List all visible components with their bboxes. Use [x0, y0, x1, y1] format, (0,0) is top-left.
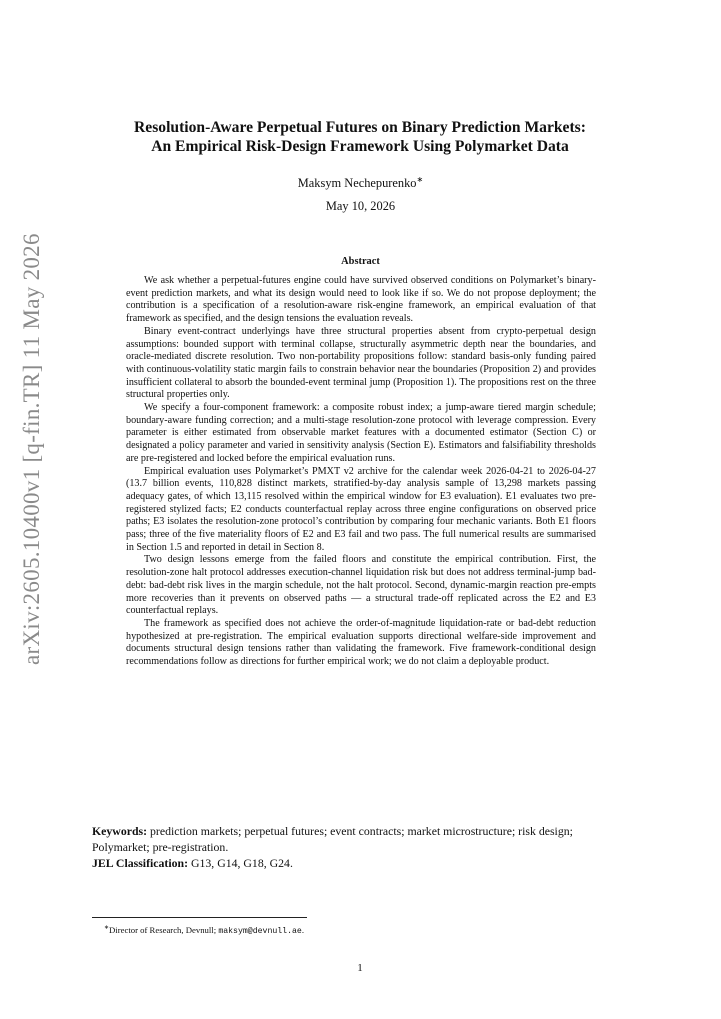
abstract-paragraph: Empirical evaluation uses Polymarket’s PMXT v2 archive for the calendar week 2026-04-21 to 2026-04-27 (13.7 billion events, 110,828 distinct markets, stratified-by-day analysis sample of 13,298 markets passing adequacy gates, of which 13,115 resolved within the empirical window for E3 evaluation). E1 evaluates two pre-registered stylized facts; E2 conducts counterfactual replay across three engine configurations on observed price paths; E3 isolates the resolution-zone protocol’s contribution by comparing four mechanic variants. Both E1 floors pass; three of the five materiality floors of E2 and E3 fail and two pass. The full numerical results are summarised in Section 1.5 and reported in detail in Section 8. [126, 465, 596, 553]
abstract-paragraph: Two design lessons emerge from the failed floors and constitute the empirical contribution. First, the resolution-zone halt protocol addresses execution-channel liquidation risk but does not address terminal-jump bad-debt: bad-debt risk lives in the margin schedule, not the halt protocol. Second, dynamic-margin reaction pre-empts more recoveries than it prevents on observed paths — a structural trade-off replicated across the E2 and E3 counterfactual replays. [126, 554, 596, 617]
author-text: Maksym Nechepurenko [297, 176, 417, 191]
keywords-text: prediction markets; perpetual futures; event contracts; market microstructure; risk design; Polymarket; pre-registration. [92, 824, 573, 854]
footnote-tail: . [301, 924, 305, 935]
footnote-text: Director of Research, Devnull; [109, 924, 219, 935]
arxiv-identifier-stamp: arXiv:2605.10400v1 [q-fin.TR] 11 May 2026 [19, 233, 44, 665]
abstract-paragraph: We specify a four-component framework: a composite robust index; a jump-aware tiered margin schedule; boundary-aware funding correction; and a multi-stage resolution-zone protocol with leverage compression. Every parameter is either estimated from observable market features with a documented estimator (Section C) or designated a policy parameter and varied in sensitivity analysis (Section E). Estimators and falsifiability thresholds are pre-registered and locked before the empirical evaluation runs. [126, 402, 596, 464]
title-line-1: Resolution-Aware Perpetual Futures on Binary Prediction Markets: [134, 119, 586, 136]
footnote-mark: ∗ [104, 925, 110, 931]
page-number: 1 [357, 962, 363, 974]
paper-title [90, 118, 630, 156]
publication-date: May 10, 2026 [325, 199, 396, 213]
abstract-paragraph: Binary event-contract underlyings have three structural properties absent from crypto-perpetual design assumptions: bounded support with terminal collapse, structurally asymmetric depth near the boundaries, and oracle-mediated discrete resolution. Two non-portability propositions follow: standard basis-only funding paired with continuous-volatility static margin fails to constrain behavior near the boundaries (Proposition 2) and provides insufficient collateral to absorb the bounded-event terminal jump (Proposition 1). The propositions rest on the three structural properties only. [126, 325, 596, 401]
jel-label: JEL Classification: [92, 856, 189, 870]
abstract-paragraph: We ask whether a perpetual-futures engine could have survived observed conditions on Polymarket’s binary-event prediction markets, and what its design would need to look like if so. We do not propose deployment; the contribution is a specification of a resolution-aware risk-engine framework, an empirical evaluation of that framework as specified, and the design tensions the evaluation reveals. [126, 275, 596, 325]
keywords-line [92, 823, 632, 855]
author-name [200, 175, 521, 191]
keywords-block [92, 823, 632, 871]
abstract-heading: Abstract [341, 256, 380, 267]
title-line-2: An Empirical Risk-Design Framework Using Polymarket Data [151, 138, 569, 155]
jel-line [92, 855, 632, 871]
jel-text: G13, G14, G18, G24. [190, 856, 293, 870]
author-footnote [104, 923, 624, 937]
author-email-link[interactable]: maksym@devnull.ae [218, 926, 302, 936]
keywords-label: Keywords: [92, 824, 148, 838]
abstract-body [126, 275, 596, 669]
footnote-divider [92, 917, 307, 918]
author-footnote-mark[interactable]: ∗ [416, 175, 424, 184]
abstract-paragraph: The framework as specified does not achieve the order-of-magnitude liquidation-rate or bad-debt reduction hypothesized at pre-registration. The empirical evaluation supports directional welfare-side improvement and documents structural design tensions rather than validating the framework. Five framework-conditional design recommendations follow as directions for further empirical work; we do not claim a deployable product. [126, 617, 596, 668]
